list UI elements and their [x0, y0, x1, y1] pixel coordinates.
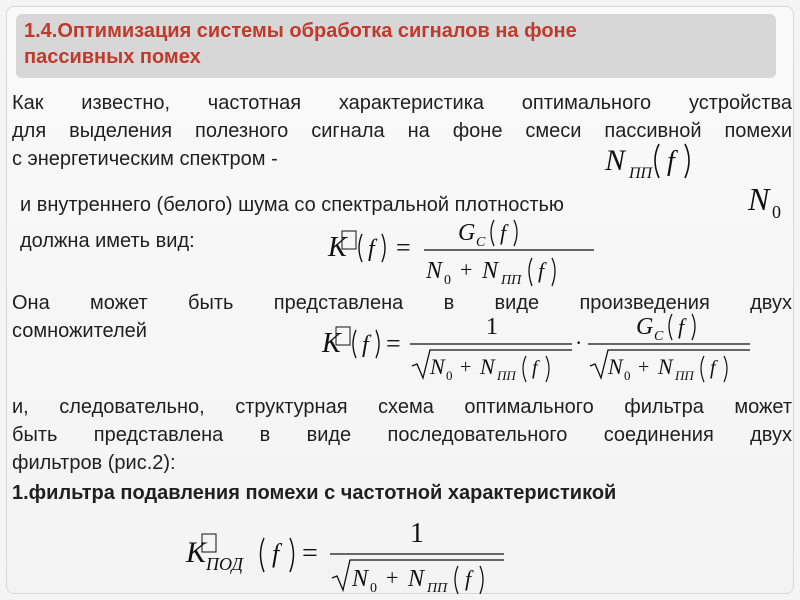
- title-line-2: пассивных помех: [24, 46, 201, 68]
- den2-left-paren: [701, 356, 704, 382]
- paragraph-5-line-1: и, следовательно, структурная схема оптимального фильтра может: [12, 396, 792, 418]
- equals-sign: =: [302, 538, 318, 569]
- den2-subscript-0: 0: [624, 368, 631, 383]
- den-symbol-f: f: [538, 258, 545, 283]
- subscript-0: 0: [772, 202, 781, 222]
- left-paren: [359, 234, 362, 262]
- num-symbol-f: f: [500, 220, 507, 245]
- den2-symbol-n0: N: [608, 354, 623, 379]
- slide-title: [24, 18, 724, 70]
- den1-symbol-npp: N: [480, 354, 495, 379]
- den2-subscript-pp: ПП: [675, 368, 694, 383]
- right-paren: [376, 330, 379, 358]
- den-symbol-f: f: [465, 566, 472, 591]
- multiply-dot: ·: [575, 330, 583, 355]
- den-symbol-npp: N: [482, 258, 499, 284]
- formula-k-suppression-svg: [184, 518, 524, 594]
- symbol-f: f: [667, 146, 675, 177]
- formula-k-optimal: [326, 214, 606, 293]
- den-symbol-n0: N: [352, 566, 369, 592]
- subscript-c: C: [476, 235, 486, 250]
- den1-symbol-n0: N: [430, 354, 445, 379]
- formula-k-product: [320, 308, 760, 389]
- num2-symbol-g: G: [636, 314, 654, 340]
- numerator-one: 1: [410, 518, 424, 549]
- den-left-paren: [455, 566, 458, 594]
- left-paren: [655, 144, 659, 178]
- den-subscript-pp: ПП: [501, 273, 522, 288]
- num2-right-paren: [692, 314, 695, 340]
- formula-white-noise: [746, 178, 794, 227]
- den2-plus: +: [638, 356, 650, 378]
- den2-symbol-npp: N: [658, 354, 673, 379]
- den2-right-paren: [724, 356, 727, 382]
- symbol-n0: N: [748, 181, 770, 217]
- formula-white-noise-svg: [746, 178, 794, 222]
- subscript-pod: ПОД: [206, 554, 244, 574]
- paragraph-3: должна иметь вид:: [20, 230, 195, 252]
- symbol-k: K: [322, 328, 341, 359]
- den-subscript-0: 0: [370, 581, 377, 594]
- num2-symbol-f: f: [678, 314, 685, 339]
- right-paren: [685, 144, 689, 178]
- den-right-paren: [480, 566, 483, 594]
- symbol-f: f: [272, 539, 280, 568]
- subscript-pp: ПП: [629, 165, 653, 182]
- num2-left-paren: [669, 314, 672, 340]
- formula-noise-spectrum: [601, 138, 721, 187]
- num-right-paren: [514, 220, 517, 246]
- den1-subscript-pp: ПП: [497, 368, 516, 383]
- den1-subscript-0: 0: [446, 368, 453, 383]
- num-left-paren: [491, 220, 494, 246]
- paragraph-2: и внутреннего (белого) шума со спектральной плотностью: [20, 194, 564, 216]
- den-subscript-pp: ПП: [427, 581, 448, 594]
- numerator-one: 1: [486, 314, 498, 340]
- paragraph-1-line-3: с энергетическим спектром -: [12, 148, 278, 170]
- den2-symbol-f: f: [710, 357, 716, 379]
- paragraph-6: 1.фильтра подавления помехи с частотной характеристикой: [12, 482, 617, 504]
- paragraph-4-line-1: Она может быть представлена в виде произведения двух: [12, 292, 792, 314]
- symbol-k: K: [186, 536, 207, 569]
- paragraph-1-line-1: Как известно, частотная характеристика оптимального устройства: [12, 92, 792, 114]
- right-paren: [290, 538, 294, 572]
- plus-sign: +: [460, 257, 473, 282]
- symbol-k: K: [328, 232, 347, 263]
- slide: [6, 6, 794, 594]
- num2-subscript-c: C: [654, 329, 664, 344]
- formula-k-suppression: [184, 518, 524, 594]
- equals-sign: =: [386, 329, 401, 358]
- right-paren: [382, 234, 385, 262]
- symbol-f: f: [368, 236, 375, 262]
- paragraph-5-line-2: быть представлена в виде последовательного соединения двух: [12, 424, 792, 446]
- left-paren: [353, 330, 356, 358]
- den1-plus: +: [460, 356, 472, 378]
- paragraph-5-line-3: фильтров (рис.2):: [12, 452, 176, 474]
- den-left-paren: [529, 258, 532, 286]
- den-subscript-0: 0: [444, 273, 451, 288]
- symbol-f: f: [362, 332, 369, 358]
- formula-k-optimal-svg: [326, 214, 606, 288]
- paragraph-1-line-2: для выделения полезного сигнала на фоне смеси пассивной помехи: [12, 120, 792, 142]
- formula-noise-spectrum-svg: [601, 138, 721, 182]
- plus-sign: +: [386, 565, 399, 590]
- den1-left-paren: [523, 356, 526, 382]
- den-symbol-npp: N: [408, 566, 425, 592]
- left-paren: [261, 538, 265, 572]
- den-right-paren: [552, 258, 555, 286]
- den1-right-paren: [546, 356, 549, 382]
- symbol-n: N: [605, 144, 626, 177]
- den-symbol-n0: N: [426, 258, 443, 284]
- paragraph-4-line-2: сомножителей: [12, 320, 147, 342]
- den1-symbol-f: f: [532, 357, 538, 379]
- formula-k-product-svg: [320, 308, 760, 384]
- equals-sign: =: [396, 233, 411, 262]
- symbol-g: G: [458, 220, 476, 246]
- title-line-1: 1.4.Оптимизация системы обработка сигналов на фоне: [24, 20, 577, 42]
